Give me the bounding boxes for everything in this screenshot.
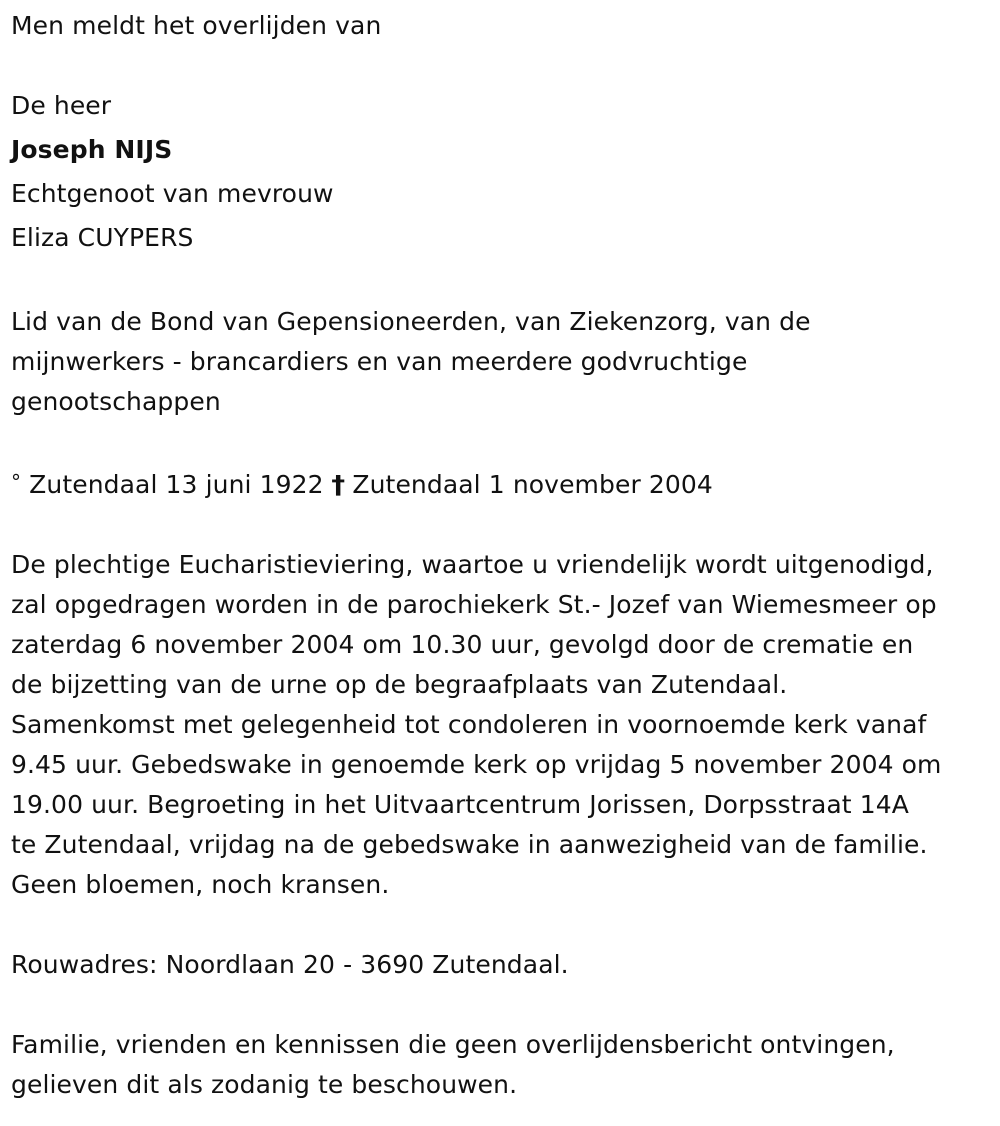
memberships-line: genootschappen bbox=[11, 387, 221, 416]
birth-date: Zutendaal 13 juni 1922 bbox=[29, 470, 324, 499]
intro-text: Men meldt het overlijden van bbox=[11, 11, 382, 40]
spacer bbox=[11, 422, 993, 462]
birth-symbol: ° bbox=[11, 470, 22, 494]
spacer bbox=[11, 505, 993, 545]
closing-paragraph bbox=[11, 1025, 993, 1105]
spouse-label: Echtgenoot van mevrouw bbox=[11, 179, 334, 208]
death-date: Zutendaal 1 november 2004 bbox=[352, 470, 713, 499]
closing-line: gelieven dit als zodanig te beschouwen. bbox=[11, 1070, 518, 1099]
ceremony-line: te Zutendaal, vrijdag na de gebedswake in aanwezigheid van de familie. bbox=[11, 830, 928, 859]
ceremony-line: zaterdag 6 november 2004 om 10.30 uur, gevolgd door de crematie en bbox=[11, 630, 914, 659]
spacer bbox=[11, 985, 993, 1025]
death-notice bbox=[11, 0, 993, 1105]
spacer bbox=[11, 905, 993, 945]
spouse-name: Eliza CUYPERS bbox=[11, 223, 194, 252]
ceremony-line: de bijzetting van de urne op de begraafplaats van Zutendaal. bbox=[11, 670, 788, 699]
salutation: De heer bbox=[11, 91, 112, 120]
memberships-line: mijnwerkers - brancardiers en van meerdere godvruchtige bbox=[11, 347, 748, 376]
closing-line: Familie, vrienden en kennissen die geen overlijdensbericht ontvingen, bbox=[11, 1030, 895, 1059]
mourning-address: Rouwadres: Noordlaan 20 - 3690 Zutendaal. bbox=[11, 950, 569, 979]
ceremony-paragraph bbox=[11, 545, 993, 905]
ceremony-line: Geen bloemen, noch kransen. bbox=[11, 870, 390, 899]
memberships-paragraph bbox=[11, 302, 993, 422]
spacer bbox=[11, 262, 993, 302]
ceremony-line: Samenkomst met gelegenheid tot condoleren in voornoemde kerk vanaf bbox=[11, 710, 927, 739]
ceremony-line: 9.45 uur. Gebedswake in genoemde kerk op vrijdag 5 november 2004 om bbox=[11, 750, 942, 779]
cross-icon: † bbox=[331, 470, 345, 499]
spacer bbox=[11, 46, 993, 86]
dates-line bbox=[11, 462, 993, 505]
ceremony-line: 19.00 uur. Begroeting in het Uitvaartcentrum Jorissen, Dorpsstraat 14A bbox=[11, 790, 909, 819]
deceased-name: Joseph NIJS bbox=[11, 135, 173, 164]
ceremony-line: De plechtige Eucharistieviering, waartoe u vriendelijk wordt uitgenodigd, bbox=[11, 550, 934, 579]
ceremony-line: zal opgedragen worden in de parochiekerk St.- Jozef van Wiemesmeer op bbox=[11, 590, 937, 619]
memberships-line: Lid van de Bond van Gepensioneerden, van Ziekenzorg, van de bbox=[11, 307, 811, 336]
